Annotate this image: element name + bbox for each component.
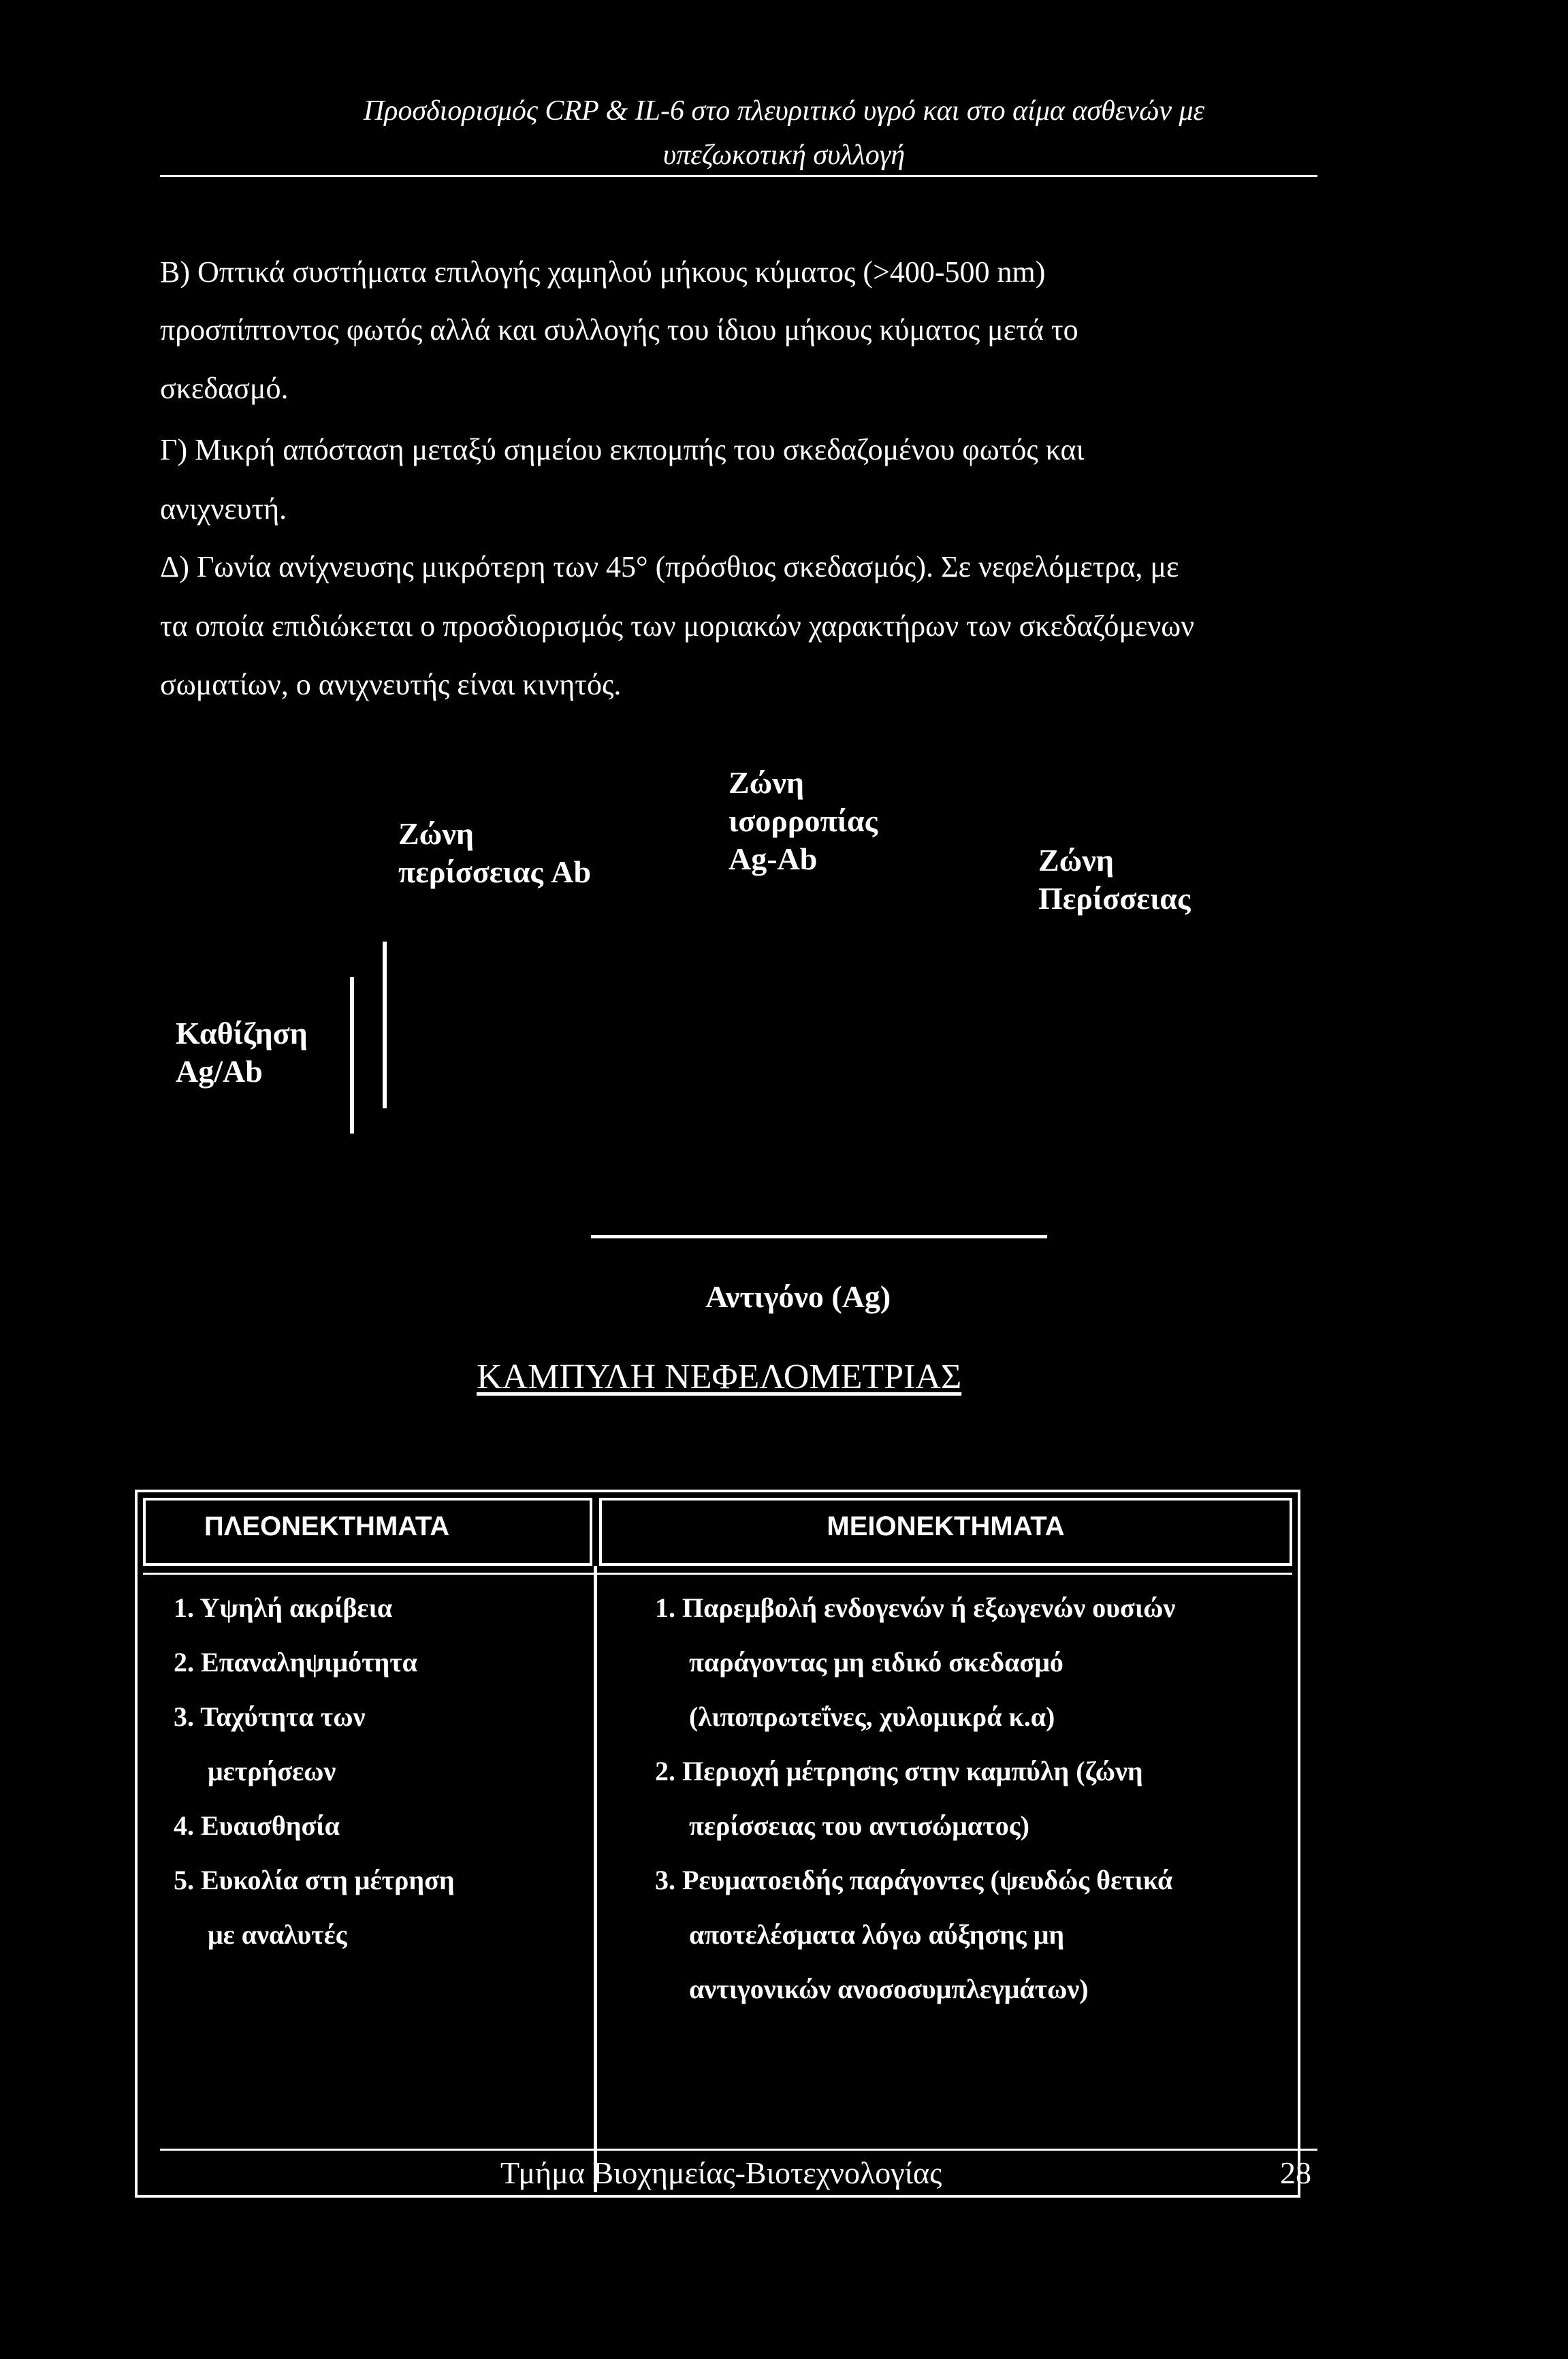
header-rule bbox=[160, 175, 1317, 177]
zone-antibody-excess: Ζώνη περίσσειας Ab bbox=[398, 816, 592, 889]
list-item: 3. Ταχύτητα των bbox=[174, 1701, 366, 1732]
body-line-1: Β) Οπτικά συστήματα επιλογής χαμηλού μήκους κύματος (>400-500 nm) bbox=[160, 255, 1046, 289]
list-item: περίσσειας του αντισώματος) bbox=[655, 1810, 1029, 1841]
diagram-caption: ΚΑΜΠΥΛΗ ΝΕΦΕΛΟΜΕΤΡΙΑΣ bbox=[477, 1358, 962, 1396]
footer-rule bbox=[160, 2149, 1317, 2151]
list-item: 2. Περιοχή μέτρησης στην καμπύλη (ζώνη bbox=[655, 1756, 1143, 1786]
zone-antigen-excess: Ζώνη Περίσσειας bbox=[1038, 843, 1191, 916]
list-item: αντιγονικών ανοσοσυμπλεγμάτων) bbox=[655, 1974, 1089, 2004]
disadvantages-header: ΜΕΙΟΝΕΚΤΗΜΑΤΑ bbox=[827, 1511, 1065, 1541]
y-axis-line bbox=[350, 977, 354, 1134]
x-axis-label: Αντιγόνο (Ag) bbox=[705, 1279, 891, 1314]
list-item: 1. Υψηλή ακρίβεια bbox=[174, 1592, 393, 1623]
list-item: (λιποπρωτεΐνες, χυλομικρά κ.α) bbox=[655, 1701, 1055, 1732]
body-line-8: σωματίων, ο ανιχνευτής είναι κινητός. bbox=[160, 668, 622, 701]
body-line-3: σκεδασμό. bbox=[160, 372, 289, 405]
list-item: 4. Ευαισθησία bbox=[174, 1810, 340, 1841]
list-item: 5. Ευκολία στη μέτρηση bbox=[174, 1865, 455, 1895]
list-item: μετρήσεων bbox=[174, 1756, 336, 1786]
body-line-5: ανιχνευτή. bbox=[160, 492, 287, 526]
list-item: αποτελέσματα λόγω αύξησης μη bbox=[655, 1919, 1065, 1950]
body-line-6: Δ) Γωνία ανίχνευσης μικρότερη των 45° (πρόσθιος σκεδασμός). Σε νεφελόμετρα, με bbox=[160, 550, 1179, 583]
y-axis-line-outer bbox=[383, 942, 387, 1108]
table-column-divider bbox=[594, 1566, 597, 2192]
footer-department: Τμήμα Βιοχημείας-Βιοτεχνολογίας bbox=[500, 2155, 942, 2190]
list-item: 1. Παρεμβολή ενδογενών ή εξωγενών ουσιών bbox=[655, 1592, 1176, 1623]
running-header-line2: υπεζωκοτική συλλογή bbox=[662, 140, 906, 171]
running-header-line1: Προσδιορισμός CRP & IL-6 στο πλευριτικό υγρό και στο αίμα ασθενών με bbox=[363, 95, 1205, 127]
list-item: παράγοντας μη ειδικό σκεδασμό bbox=[655, 1647, 1063, 1678]
list-item: 3. Ρευματοειδής παράγοντες (ψευδώς θετικά bbox=[655, 1865, 1173, 1895]
body-line-7: τα οποία επιδιώκεται ο προσδιορισμός των μοριακών χαρακτήρων των σκεδαζόμενων bbox=[160, 609, 1195, 643]
list-item: με αναλυτές bbox=[174, 1919, 347, 1950]
body-line-4: Γ) Μικρή απόσταση μεταξύ σημείου εκπομπής του σκεδαζομένου φωτός και bbox=[160, 433, 1085, 466]
page-number: 28 bbox=[1280, 2155, 1311, 2190]
list-item: 2. Επαναληψιμότητα bbox=[174, 1647, 417, 1678]
advantages-header: ΠΛΕΟΝΕΚΤΗΜΑΤΑ bbox=[204, 1511, 450, 1541]
advantages-list bbox=[174, 1586, 455, 1968]
x-axis-line bbox=[591, 1235, 1047, 1238]
body-line-2: προσπίπτοντος φωτός αλλά και συλλογής του ίδιου μήκους κύματος μετά το bbox=[160, 313, 1078, 347]
zone-equivalence: Ζώνη ισορροπίας Ag-Ab bbox=[729, 765, 878, 876]
disadvantages-list bbox=[655, 1586, 1175, 2022]
precipitation-axis-label: Καθίζηση Ag/Ab bbox=[176, 1016, 308, 1089]
table-header-rule bbox=[143, 1573, 1292, 1575]
